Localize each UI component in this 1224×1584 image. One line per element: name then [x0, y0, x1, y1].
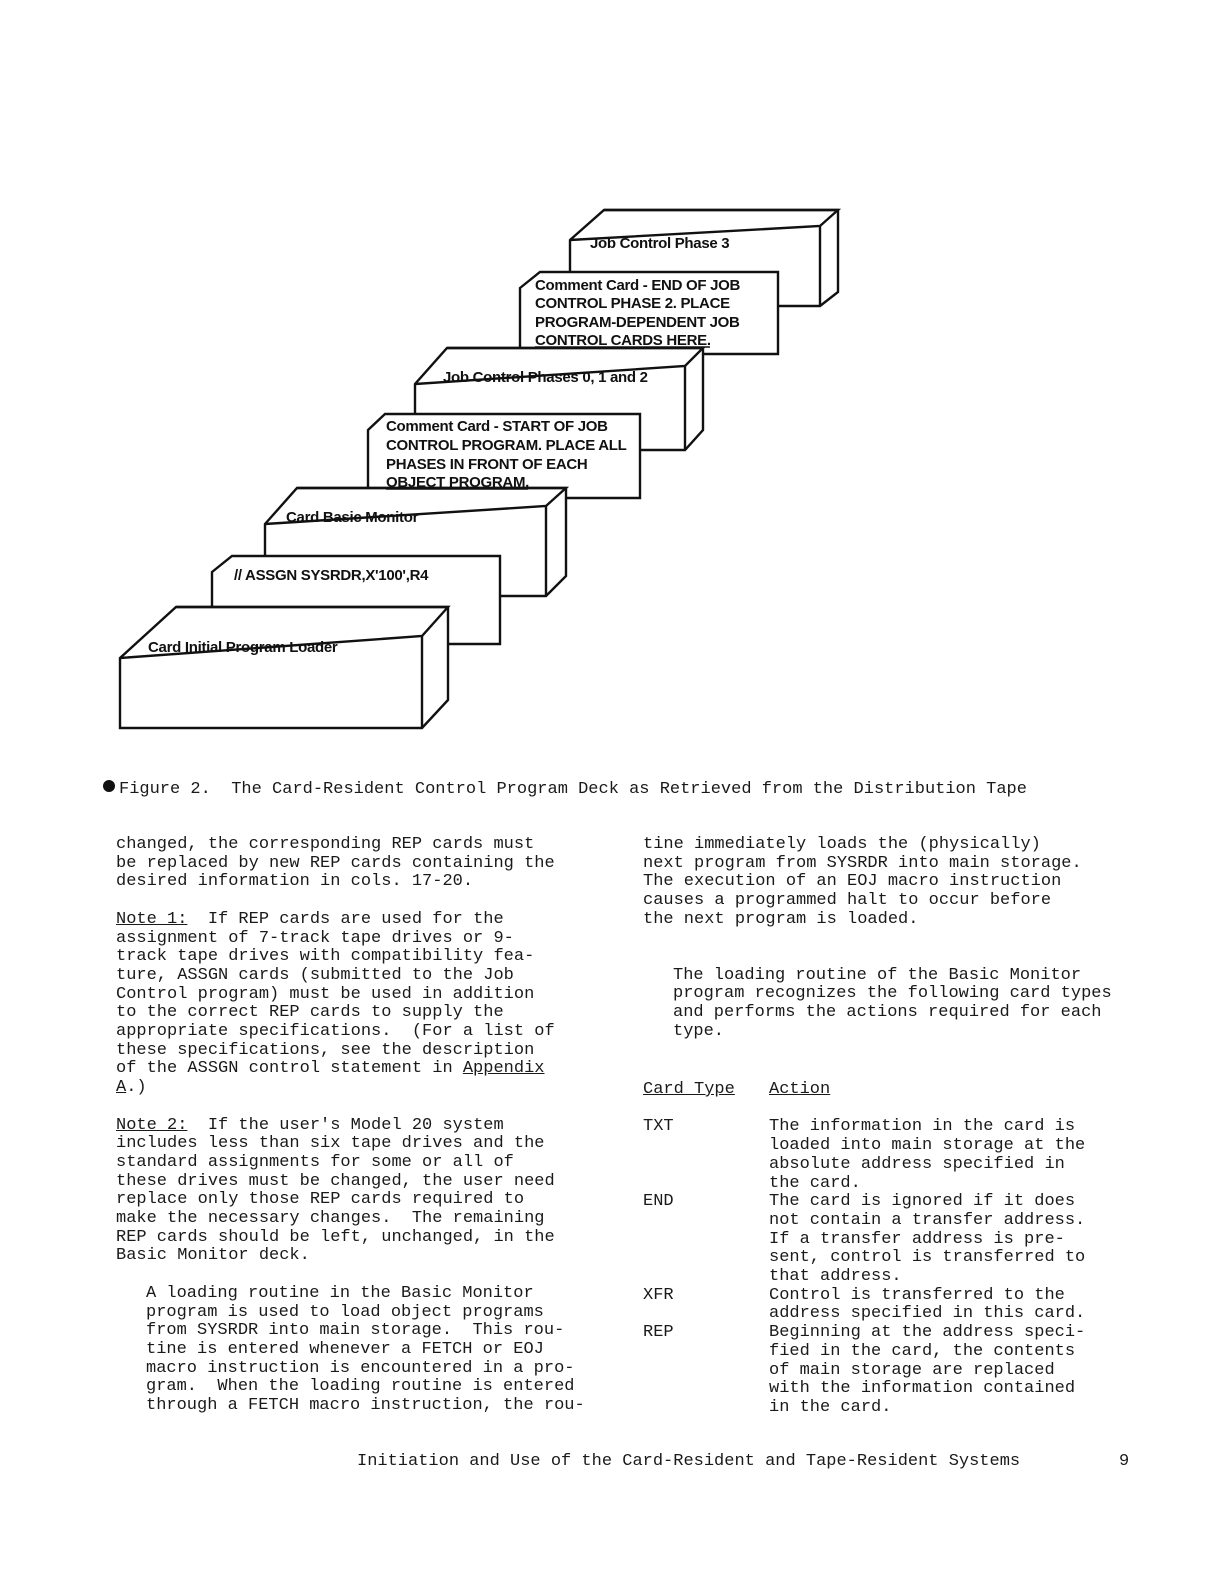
card-type-table	[643, 1081, 1085, 1418]
figure-caption-label: Figure 2.	[119, 780, 211, 799]
header-card-type: Card Type	[643, 1080, 735, 1099]
card-6-line-2: CONTROL PHASE 2. PLACE	[535, 295, 730, 312]
note-1-label: Note 1:	[116, 909, 188, 929]
right-para-1: tine immediately loads the (physically) next program from SYSRDR into main storage. The execution of an EOJ macro instruction causes a programmed halt to occur before the next program is loaded.	[643, 835, 1082, 929]
appendix-a-link[interactable]: Appendix A	[116, 1059, 545, 1098]
row-code: REP	[643, 1323, 674, 1343]
figure-caption	[103, 780, 1027, 799]
card-6-line-3: PROGRAM-DEPENDENT JOB	[535, 314, 740, 331]
card-deck-diagram	[0, 0, 1224, 760]
note-2-first: If the user's Model 20 system	[187, 1115, 504, 1135]
row-action: The information in the card is loaded into main storage at the absolute address specified in the card.	[769, 1117, 1086, 1193]
note-2	[116, 1117, 585, 1267]
note-1-body: assignment of 7-track tape drives or 9- track tape drives with compatibility fea- ture, ASSGN cards (submitted to the Job Control program) must be used in addition to the correct REP cards to supply the appropriate specifications. (For a list of these specifications, see the description of the ASSGN control statement in	[116, 928, 555, 1079]
left-para-4: A loading routine in the Basic Monitor program is used to load object programs from SYSRDR into main storage. This rou- tine is entered whenever a FETCH or EOJ macro instruction is encountered in a pro- gram. When the loading routine is entered through a FETCH macro instruction, the rou-	[146, 1283, 585, 1416]
note-2-body: includes less than six tape drives and the standard assignments for some or all of these drives must be changed, the user need replace only those REP cards required to make the necessary changes. The remaining REP cards should be left, unchanged, in the Basic Monitor deck.	[116, 1134, 555, 1266]
card-1-label: Card Initial Program Loader	[148, 639, 338, 656]
table-row	[643, 1287, 1085, 1324]
header-action: Action	[769, 1080, 831, 1099]
left-para-1: changed, the corresponding REP cards must be replaced by new REP cards containing the desired information in cols. 17-20.	[116, 835, 555, 892]
table-header	[643, 1081, 1085, 1100]
note-1-first: If REP cards are used for the	[187, 909, 504, 929]
card-3-label: Card Basic Monitor	[286, 509, 419, 526]
left-column	[116, 836, 585, 1434]
row-code: END	[643, 1192, 674, 1212]
card-deck-figure	[0, 0, 1224, 760]
row-code: XFR	[643, 1285, 674, 1305]
figure-caption-text: The Card-Resident Control Program Deck as Retrieved from the Distribution Tape	[231, 780, 1027, 799]
table-row	[643, 1118, 1085, 1193]
row-action: The card is ignored if it does not contain a transfer address. If a transfer address is pre- sent, control is transferred to that address.	[769, 1192, 1086, 1287]
card-4-line-4: OBJECT PROGRAM.	[386, 474, 530, 491]
card-5-label: Job Control Phases 0, 1 and 2	[443, 369, 648, 386]
table-row	[643, 1324, 1085, 1418]
table-row	[643, 1193, 1085, 1287]
right-column	[643, 836, 1112, 1060]
note-1	[116, 911, 585, 1098]
bullet-icon	[103, 780, 115, 792]
page-number: 9	[1119, 1452, 1130, 1471]
row-action: Control is transferred to the address specified in this card.	[769, 1285, 1086, 1324]
right-para-2: The loading routine of the Basic Monitor program recognizes the following card types and performs the actions required for each type.	[673, 965, 1112, 1041]
card-4-line-2: CONTROL PROGRAM. PLACE ALL	[386, 437, 627, 454]
row-code: TXT	[643, 1117, 674, 1137]
note-1-end: .)	[126, 1078, 147, 1098]
card-initial-program-loader	[120, 607, 448, 728]
page-footer-title: Initiation and Use of the Card-Resident and Tape-Resident Systems	[357, 1452, 1021, 1471]
card-6-line-4: CONTROL CARDS HERE.	[535, 332, 711, 349]
row-action: Beginning at the address speci- fied in the card, the contents of main storage are replaced with the information contained in the card.	[769, 1323, 1086, 1417]
card-4-line-1: Comment Card - START OF JOB	[386, 418, 608, 435]
card-2-label: // ASSGN SYSRDR,X'100',R4	[234, 567, 429, 584]
card-4-line-3: PHASES IN FRONT OF EACH	[386, 456, 588, 473]
card-6-line-1: Comment Card - END OF JOB	[535, 277, 741, 294]
note-2-label: Note 2:	[116, 1115, 188, 1135]
card-7-label: Job Control Phase 3	[590, 235, 730, 252]
